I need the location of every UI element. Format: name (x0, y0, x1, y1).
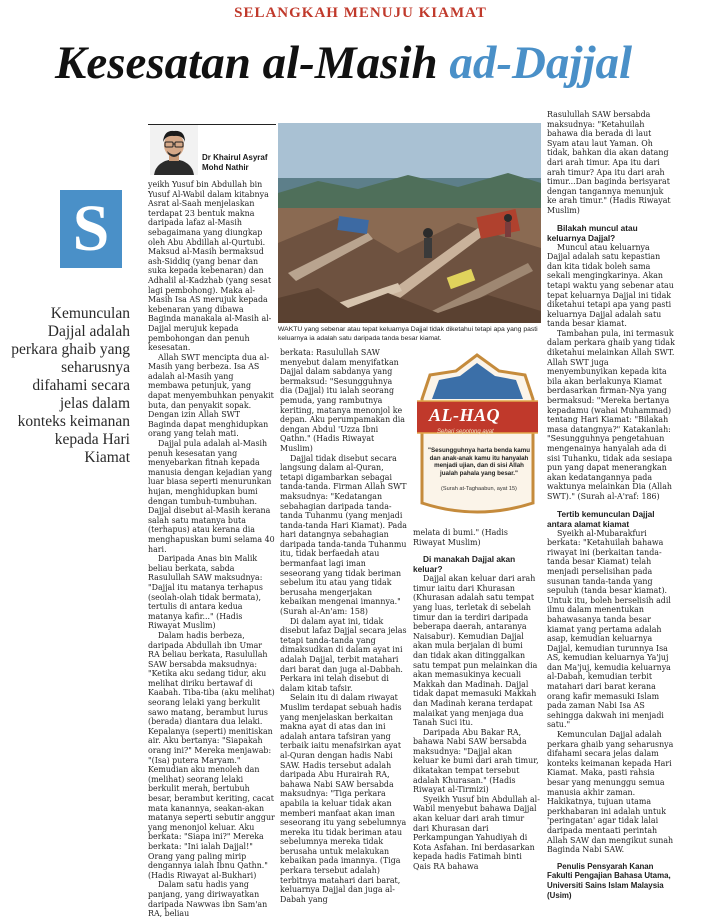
al-haq-subtitle: Sehari sepotong ayat (437, 429, 494, 435)
paragraph: Allah SWT mencipta dua al-Masih yang berbeza. Isa AS adalah al-Masih yang membawa petunjuk, yang dapat menyembuhkan penyakit buta, dan penyakit sopak. Dengan izin Allah SWT Baginda dapat menghidupkan orang yang telah mati. (148, 352, 274, 439)
article-column-4 (547, 110, 675, 900)
article-photo (278, 123, 541, 323)
paragraph: Daripada Abu Bakar RA, bahawa Nabi SAW bersabda maksudnya: "Dajjal akan keluar ke bumi dari arah timur, dikatakan tempat tersebut adalah Khurasan." (Hadis Riwayat al-Tirmizi) (413, 727, 539, 795)
section-heading: Di manakah Dajjal akan keluar? (413, 554, 516, 575)
al-haq-ornament (415, 353, 540, 518)
section-heading: Bilakah muncul atau keluarnya Dajjal? (547, 222, 638, 243)
section-kicker: SELANGKAH MENUJU KIAMAT (234, 5, 487, 21)
section-heading: Tertib kemunculan Dajjal antara alamat kiamat (547, 508, 655, 529)
al-haq-verse-box (415, 353, 540, 518)
paragraph: Syeikh Yusuf bin Abdullah al-Wabil menyebut bahawa Dajjal akan keluar dari arah timur dari Khurasan dari Perkampungan Yahudiyah di Kota Asfahan. Ini berdasarkan kepada hadis Fatimah binti Qais RA bahawa (413, 794, 540, 871)
paragraph: yeikh Yusuf bin Abdullah bin Yusuf Al-Wabil dalam kitabnya Asrat al-Saah menjelaskan terdapat 23 bentuk makna daripada lafaz al-Masih sebagaimana yang diungkap oleh Abu Abdillah al-Qurtubi. Maksud al-Masih bermaksud ash-Siddiq (yang benar dan suka kepada kebenaran) dan Adhalil al-Kadzhab (yang sesat lagi pembohong). Maka al-Masih Isa AS merujuk kepada kebenaran yang dibawa Baginda manakala al-Masih al-Dajjal merujuk kepada pembohongan dan penuh kesesatan. (148, 180, 272, 353)
article-column-3 (413, 528, 540, 871)
al-haq-title: AL-HAQ (429, 405, 501, 425)
paragraph: Di dalam ayat ini, tidak disebut lafaz Dajjal secara jelas tetapi tanda-tanda yang dimaksudkan di dalam ayat ini adalah Dajjal, terbit matahari dari barat dan juga al-Dabbah. Perkara ini telah disebut di dalam kitab tafsir. (280, 616, 407, 693)
drop-cap: S (60, 190, 122, 268)
article-column-1 (148, 180, 275, 919)
article-headline (55, 33, 632, 93)
al-haq-quote: "Sesungguhnya harta benda kamu dan anak-anak kamu itu hanyalah menjadi ujian, dan di sisi Allah jualah pahala yang besar." (428, 447, 530, 477)
paragraph: Rasulullah SAW bersabda maksudnya: "Ketahuilah bahawa dia berada di laut Syam atau laut Yaman. Oh tidak, bahkan dia akan datang dari arah timur. Apa itu dari arah timur? Apa itu dari arah timur...Dan baginda berisyarat dengan tangannya menunjuk ke arah timur." (Hadis Riwayat Muslim) (547, 110, 671, 215)
author-bio: Penulis Pensyarah Kanan Fakulti Pengajian Bahasa Utama, Universiti Sains Islam Malaysia (Usim) (547, 861, 671, 900)
paragraph: Dajjal tidak disebut secara langsung dalam al-Quran, tetapi digambarkan sebagai tanda-tanda. Firman Allah SWT maksudnya: "Kedatangan sebahagian daripada tanda-tanda Tuhanmu (yang menjadi tanda-tanda Hari Kiamat). Pada hari datangnya sebahagian daripada tanda-tanda Tuhanmu itu, tidak berfaedah atau bermanfaat lagi iman seseorang yang tidak beriman sebelum itu atau yang tidak berusaha mengerjakan kebaikan mengenai imannya." (Surah al-An'am: 158) (280, 453, 407, 617)
paragraph: Syeikh al-Mubarakfuri berkata: "Ketahuilah bahawa riwayat ini (berkaitan tanda-tanda besar Kiamat) telah menjadi perselisihan pada susunan tanda-tanda yang sepuluh (tanda besar kiamat). Untuk itu, boleh berselisih adil ilmu dalam menentukan bahawasanya tanda besar kiamat yang pertama adalah asap, kemudian keluarnya Dajjal, kemudian turunnya Isa AS, kemudian keluarnya Ya'juj dan Ma'juj, kemudia keluarnya al-Dabah, kemudian terbit matahari dari barat kerana orang kafir memasuki Islam pada zaman Nabi Isa AS sehingga dakwah ini menjadi satu." (547, 528, 671, 730)
author-avatar (150, 125, 198, 175)
author-block (150, 125, 275, 175)
paragraph: Dalam satu hadis yang panjang, yang diriwayatkan daripada Nawwas ibn Sam'an RA, beliau (148, 880, 268, 919)
paragraph: Dajjal akan keluar dari arah timur iaitu dari Khurasan (Khurasan adalah satu tempat yang luas, terletak di sebelah timur dan ia terdiri daripada beberapa daerah, antaranya Naisabur). Kemudian Dajjal akan mula berjalan di bumi dan tidak akan ditinggalkan satu tempat pun melainkan dia akan memasukinya kecuali Makkah dan Madinah. Dajjal tidak dapat memasuki Makkah dan Madinah kerana terdapat malaikat yang menjaga dua Tanah Suci itu. (413, 574, 538, 728)
paragraph: melata di bumi." (Hadis Riwayat Muslim) (413, 528, 508, 547)
paragraph: Kemunculan Dajjal adalah perkara ghaib yang seharusnya difahami secara jelas dalam konteks keimanan kepada Hari Kiamat. Maka, pasti rahsia besar yang menunggu semua manusia akhir zaman. Hakikatnya, tujuan utama perkhabaran ini adalah untuk 'peringatan' agar tidak lalai daripada mentaati perintah Allah SAW dan mengikut sunah Baginda Nabi SAW. (547, 730, 674, 855)
photo-caption: WAKTU yang sebenar atau tepat keluarnya Dajjal tidak diketahui tetapi apa yang pasti keluarnya ia adalah satu daripada tanda besar kiamat. (278, 326, 538, 342)
paragraph: Selain itu di dalam riwayat Muslim terdapat sebuah hadis yang menjelaskan berkaitan makna ayat di atas dan ini adalah antara tafsiran yang terbaik iaitu menafsirkan ayat al-Quran dengan hadis Nabi SAW. Hadis tersebut adalah daripada Abu Hurairah RA, bahawa Nabi SAW bersabda maksudnya: "Tiga perkara apabila ia keluar tidak akan memberi manfaat akan iman seseorang itu yang sebelumnya mereka itu tidak beriman atau sebelumnya mereka tidak berusaha untuk melakukan kebaikan pada imannya. (Tiga perkara tersebut adalah) terbitnya matahari dari barat, keluarnya Dajjal dan juga al-Dabah yang (280, 693, 407, 904)
author-name (202, 153, 268, 173)
paragraph: Dalam hadis berbeza, daripada Abdullah ibn Umar RA beliau berkata, Rasulullah SAW bersabda maksudnya: "Ketika aku sedang tidur, aku melihat diriku bertawaf di Kaabah. Tiba-tiba (aku melihat) seorang lelaki yang berkulit sawo matang, berambut lurus (berada) diantara dua lelaki. Kepalanya (seperti) menitiskan air. Aku bertanya: "Siapakah orang ini?" Mereka menjawab: "(Isa) putera Maryam." Kemudian aku menoleh dan (melihat) seorang lelaki berkulit merah, bertubuh besar, berambut keriting, cacat mata kanannya, seakan-akan matanya seperti sebutir anggur yang menonjol keluar. Aku berkata: "Siapa ini?" Mereka berkata: "Ini ialah Dajjal!" Orang yang paling mirip dengannya ialah Ibnu Qathn." (Hadis Riwayat al-Bukhari) (148, 630, 275, 880)
author-name-line-2: Mohd Nathir (202, 163, 249, 172)
author-name-line-1: Dr Khairul Asyraf (202, 153, 268, 162)
paragraph: berkata: Rasulullah SAW menyebut dalam menyifatkan Dajjal dalam sabdanya yang bermaksud: "Sesungguhnya dia (Dajjal) itu ialah seorang pemuda, yang rambutnya keriting, matanya menonjol ke depan. Aku perumpamakan dia dengan Abdul 'Uzza Ibni Qathn." (Hadis Riwayat Muslim) (280, 348, 405, 453)
pull-quote: Kemunculan Dajjal adalah perkara ghaib yang seharusnya difahami secara jelas dalam konteks keimanan kepada Hari Kiamat (11, 305, 130, 466)
headline-part-1: Kesesatan al-Masih (55, 37, 450, 89)
paragraph: Dajjal pula adalah al-Masih penuh kesesatan yang menyebarkan fitnah kepada manusia dengan kejadian yang luar biasa seperti menurunkan hujan, menghidupkan bumi dengan tumbuh-tumbuhan. Dajjal disebut al-Masih kerana salah satu matanya buta (terhapus) atau kerana dia menghapuskan bumi selama 40 hari. (148, 439, 275, 554)
headline-part-2: ad-Dajjal (449, 37, 633, 89)
paragraph: Muncul atau keluarnya Dajjal adalah satu kepastian dan kita tidak boleh sama sekali mengingkarinya. Akan tetapi waktu yang sebenar atau tepat keluarnya Dajjal ini tidak diketahui tetapi apa yang pasti keluarnya Dajjal adalah satu tanda besar kiamat. (547, 242, 674, 329)
paragraph: Daripada Anas bin Malik beliau berkata, sabda Rasulullah SAW maksudnya: "Dajjal itu matanya terhapus (seolah-olah tidak bermata), tertulis di antara kedua matanya kafir..." (Hadis Riwayat Muslim) (148, 554, 263, 631)
paragraph: Tambahan pula, ini termasuk dalam perkara ghaib yang tidak diketahui melainkan Allah SWT. Allah SWT juga menyembunyikan kepada kita bila akan berlakunya Kiamat berdasarkan firman-Nya yang bermaksud: "Mereka bertanya kepadamu (wahai Muhammad) tentang Hari Kiamat: "Bilakah masa datangnya?" Katakanlah: "Sesungguhnya pengetahuan mengenainya hanyalah ada di sisi Tuhanku, tidak ada sesiapa pun yang dapat menerangkan akan kedatangannya pada waktunya melainkan Dia (Allah SWT)." (Surah al-A'raf: 186) (547, 328, 675, 501)
article-column-2 (280, 348, 407, 904)
al-haq-source: (Surah at-Taghaabun, ayat 15) (441, 486, 517, 492)
